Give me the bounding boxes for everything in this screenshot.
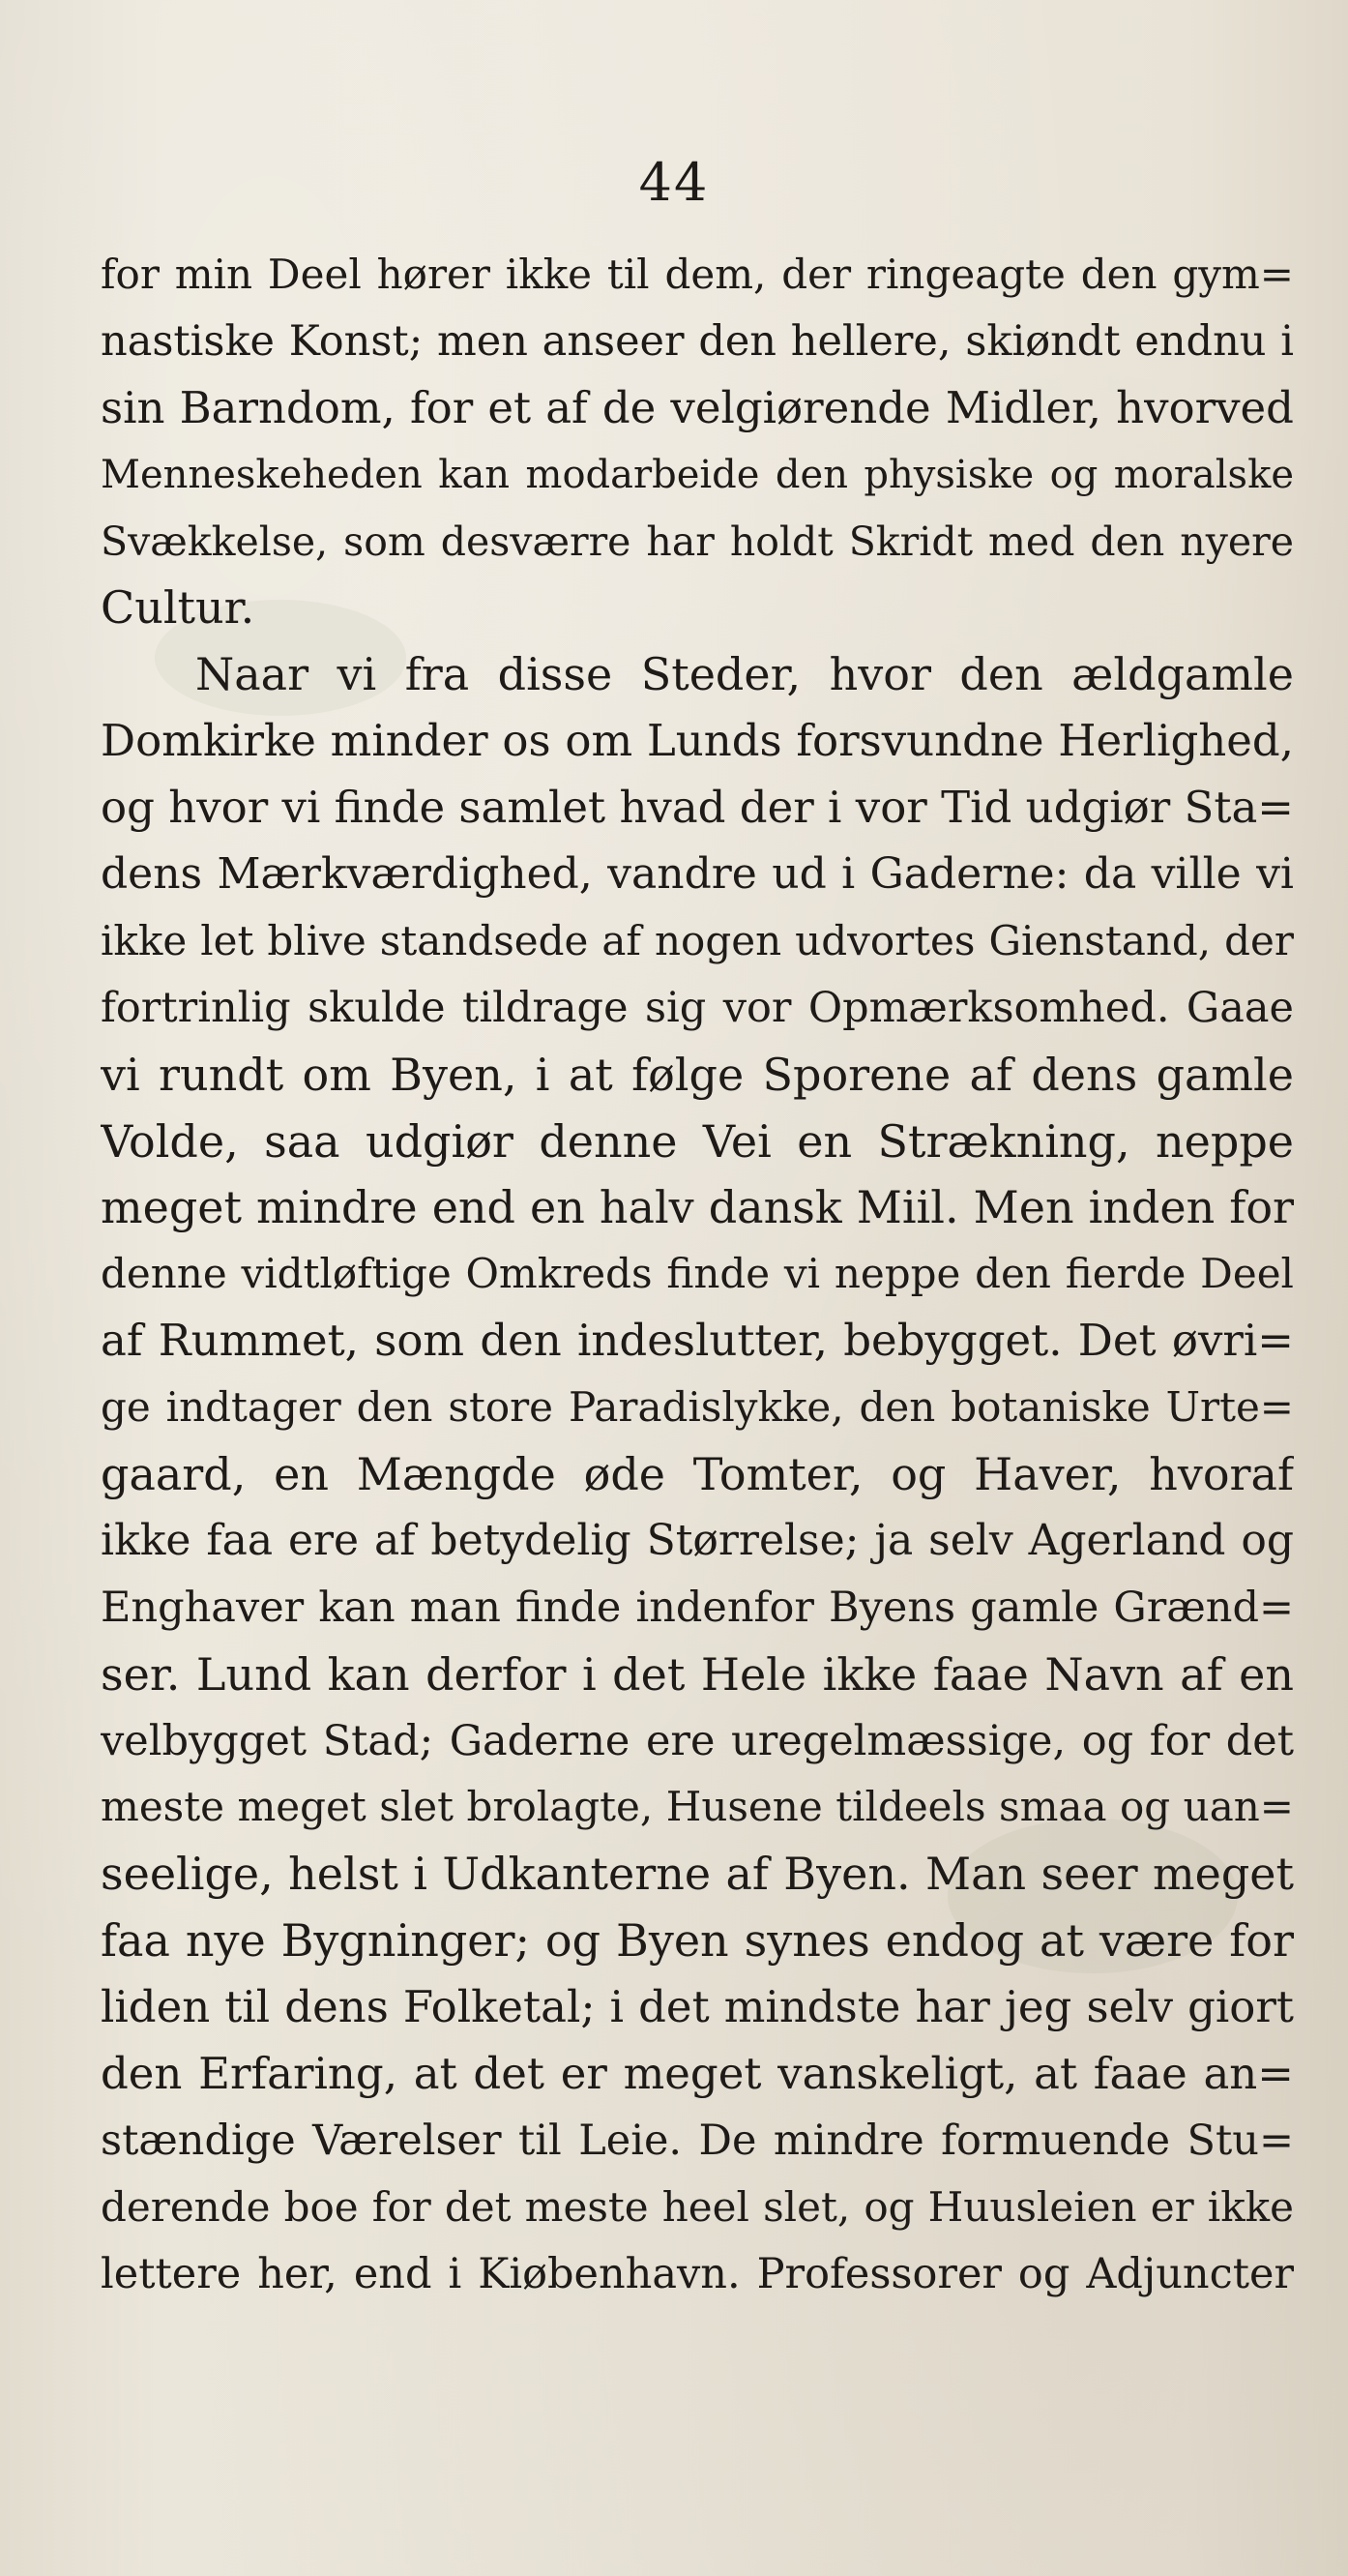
text-line: Enghaver kan man finde indenfor Byens gamle Grænd= [101,1583,1294,1632]
text-line: Svækkelse, som desværre har holdt Skridt med den nyere [101,518,1294,565]
text-line: faa nye Bygninger; og Byen synes endog at være for [101,1914,1294,1968]
text-line: dens Mærkværdighed, vandre ud i Gaderne: da ville vi [101,849,1294,900]
text-line: og hvor vi finde samlet hvad der i vor Tid udgiør Sta= [101,782,1294,834]
text-line: for min Deel hører ikke til dem, der ringeagte den gym= [101,251,1294,298]
text-line: derende boe for det meste heel slet, og Huusleien er ikke [101,2182,1294,2231]
text-line: liden til dens Folketal; i det mindste har jeg selv giort [101,1981,1294,2033]
text-line: meget mindre end en halv dansk Miil. Men inden for [101,1181,1294,1234]
text-line: ikke let blive standsede af nogen udvortes Gienstand, der [101,916,1294,964]
page-number: 44 [638,152,710,213]
text-line: velbygget Stad; Gaderne ere uregelmæssige, og for det [101,1716,1294,1765]
text-line: ser. Lund kan derfor i det Hele ikke faae Navn af en [101,1647,1294,1701]
paragraph-first-line: Naar vi fra disse Steder, hvor den ældgamle [195,648,1294,701]
text-line: den Erfaring, at det er meget vanskeligt, at faae an= [101,2048,1294,2100]
text-line: Cultur. [101,581,255,635]
text-line: nastiske Konst; men anseer den hellere, skiøndt endnu i [101,316,1294,366]
text-line: Domkirke minder os om Lunds forsvundne Herlighed, [101,715,1294,767]
body-text [101,242,1294,2308]
text-line: vi rundt om Byen, i at følge Sporene af dens gamle [101,1048,1294,1101]
text-line: seelige, helst i Udkanterne af Byen. Man seer meget [101,1848,1294,1901]
text-line: fortrinlig skulde tildrage sig vor Opmærksomhed. Gaae [101,983,1294,1032]
text-line: Menneskeheden kan modarbeide den physiske og moralske [101,452,1294,497]
text-line: ge indtager den store Paradislykke, den botaniske Urte= [101,1383,1294,1432]
text-line: denne vidtløftige Omkreds finde vi neppe den fierde Deel [101,1250,1294,1298]
text-line: af Rummet, som den indeslutter, bebygget. Det øvri= [101,1315,1294,1367]
text-line: Volde, saa udgiør denne Vei en Strækning, neppe [101,1114,1294,1168]
text-line: meste meget slet brolagte, Husene tildeels smaa og uan= [101,1783,1294,1831]
text-line: stændige Værelser til Leie. De mindre formuende Stu= [101,2116,1294,2165]
text-line: gaard, en Mængde øde Tomter, og Haver, hvoraf [101,1448,1294,1501]
text-line: ikke faa ere af betydelig Størrelse; ja selv Agerland og [101,1515,1294,1565]
text-line: sin Barndom, for et af de velgiørende Midler, hvorved [101,381,1294,433]
text-line: lettere her, end i Kiøbenhavn. Professorer og Adjuncter [101,2249,1294,2298]
